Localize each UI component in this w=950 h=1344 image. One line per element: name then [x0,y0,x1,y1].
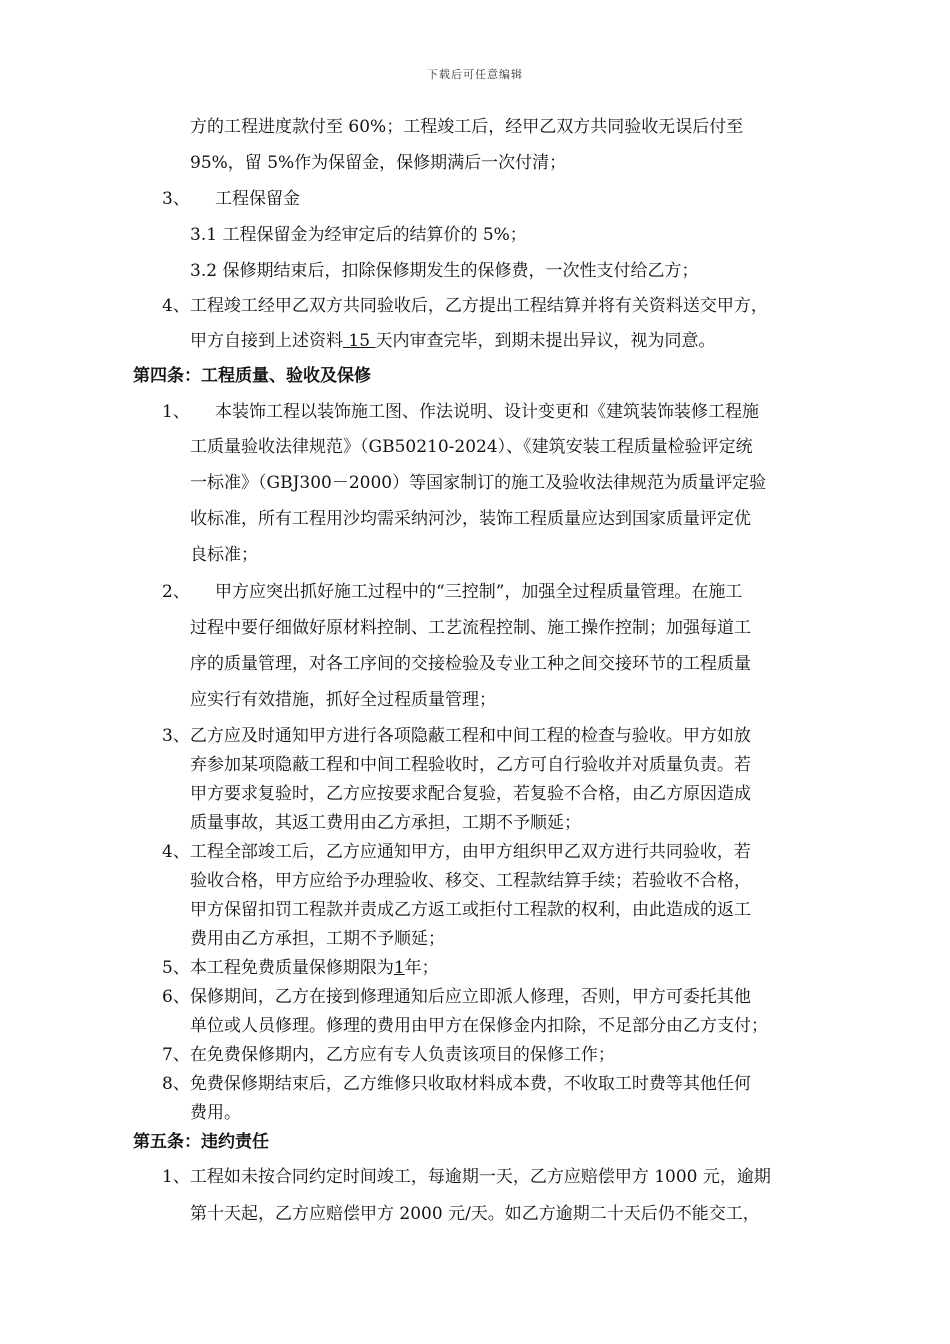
text-segment: 天内审查完毕，到期未提出异议，视为同意。 [375,331,716,351]
text-line: 工质量验收法律规范》（GB50210-2024）、《建筑安装工程质量检验评定统 [190,437,753,457]
list-number: 3、 [162,189,190,209]
text-line: 弃参加某项隐蔽工程和中间工程验收时，乙方可自行验收并对质量负责。若 [190,755,751,775]
text-segment: 年； [404,958,439,978]
text-line: 95%，留 5%作为保留金，保修期满后一次付清； [190,153,567,173]
text-line: 甲方保留扣罚工程款并责成乙方返工或拒付工程款的权利，由此造成的返工 [190,900,751,920]
text-line: 4、工程竣工经甲乙双方共同验收后，乙方提出工程结算并将有关资料送交甲方， [162,296,768,316]
text-segment: 5、本工程免费质量保修期限为 [162,958,394,978]
text-line: 本装饰工程以装饰施工图、作法说明、设计变更和《建筑装饰装修工程施 [215,402,759,422]
text-line: 费用由乙方承担，工期不予顺延； [190,929,445,949]
text-line: 良标准； [190,545,258,565]
text-segment: 甲方自接到上述资料 [190,331,343,351]
text-line: 收标准，所有工程用沙均需采纳河沙，装饰工程质量应达到国家质量评定优 [190,509,751,529]
text-line: 第十天起，乙方应赔偿甲方 2000 元/天。如乙方逾期二十天后仍不能交工， [190,1204,760,1224]
text-line: 1、工程如未按合同约定时间竣工，每逾期一天，乙方应赔偿甲方 1000 元，逾期 [162,1167,771,1187]
text-line: 序的质量管理，对各工序间的交接检验及专业工种之间交接环节的工程质量 [190,654,751,674]
text-line: 7、在免费保修期内，乙方应有专人负责该项目的保修工作； [162,1045,615,1065]
page-header: 下载后可任意编辑 [427,68,523,81]
list-number: 1、 [162,402,190,422]
text-line: 工程保留金 [215,189,300,209]
section-heading-4: 第四条：工程质量、验收及保修 [133,366,371,386]
text-line: 6、保修期间，乙方在接到修理通知后应立即派人修理，否则，甲方可委托其他 [162,987,751,1007]
text-line: 验收合格，甲方应给予办理验收、移交、工程款结算手续；若验收不合格， [190,871,751,891]
text-line [190,330,715,352]
text-line: 8、免费保修期结束后，乙方维修只收取材料成本费，不收取工时费等其他任何 [162,1074,751,1094]
underlined-warranty-years: 1 [393,958,405,978]
text-line: 方的工程进度款付至 60%；工程竣工后，经甲乙双方共同验收无误后付至 [190,117,744,137]
text-line: 甲方应突出抓好施工过程中的“三控制”，加强全过程质量管理。在施工 [215,582,743,602]
text-line: 3.2 保修期结束后，扣除保修期发生的保修费，一次性支付给乙方； [190,261,699,281]
text-line: 一标准》（GBJ300－2000）等国家制订的施工及验收法律规范为质量评定验 [190,473,767,493]
text-line: 单位或人员修理。修理的费用由甲方在保修金内扣除，不足部分由乙方支付； [190,1016,768,1036]
text-line [162,957,439,979]
text-line: 质量事故，其返工费用由乙方承担，工期不予顺延； [190,813,581,833]
text-line: 过程中要仔细做好原材料控制、工艺流程控制、施工操作控制；加强每道工 [190,618,751,638]
list-number: 2、 [162,582,190,602]
underlined-days: 15 [343,331,376,351]
text-line: 费用。 [190,1103,241,1123]
section-heading-5: 第五条：违约责任 [133,1132,269,1152]
text-line: 3.1 工程保留金为经审定后的结算价的 5%； [190,225,527,245]
text-line: 3、乙方应及时通知甲方进行各项隐蔽工程和中间工程的检查与验收。甲方如放 [162,726,751,746]
text-line: 甲方要求复验时，乙方应按要求配合复验，若复验不合格，由乙方原因造成 [190,784,751,804]
text-line: 4、工程全部竣工后，乙方应通知甲方，由甲方组织甲乙双方进行共同验收，若 [162,842,751,862]
text-line: 应实行有效措施，抓好全过程质量管理； [190,690,496,710]
